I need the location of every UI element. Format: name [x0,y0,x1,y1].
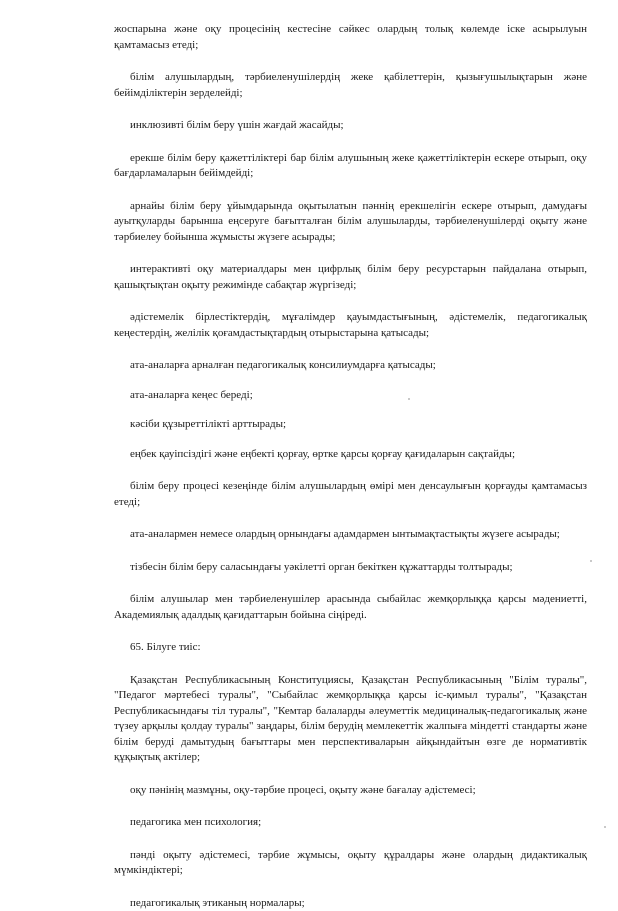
paragraph: ата-аналарға кеңес береді; [114,388,587,404]
paragraph: арнайы білім беру ұйымдарында оқытылатын пәннің ерекшелігін ескере отырып, дамудағы ауытқуларды барынша еңсеруге бағытталған білім алушыларды, тәрбиеленушілерді оқыту және тәрбиелеу бойынша жұмысты жүзеге асырады; [114,199,587,246]
scan-speck [590,560,592,562]
paragraph: пәнді оқыту әдістемесі, тәрбие жұмысы, оқыту құралдары және олардың дидактикалық мүмкіндіктері; [114,848,587,879]
paragraph: кәсіби құзыреттілікті арттырады; [114,417,587,433]
paragraph: білім беру процесі кезеңінде білім алушылардың өмірі мен денсаулығын қорғауды қамтамасыз етеді; [114,479,587,510]
paragraph: педагогикалық этиканың нормалары; [114,896,587,911]
paragraph: әдістемелік бірлестіктердің, мұғалімдер қауымдастығының, әдістемелік, педагогикалық кеңестердің, желілік қоғамдастықтардың отырыстарына қатысады; [114,310,587,341]
document-body [114,22,587,911]
paragraph: жоспарына және оқу процесінің кестесіне сәйкес олардың толық көлемде іске асырылуын қамтамасыз етеді; [114,22,587,53]
section-heading: 65. Білуге тиіс: [114,640,587,656]
paragraph: білім алушылардың, тәрбиеленушілердің жеке қабілеттерін, қызығушылықтарын және бейімділіктерін зерделейді; [114,70,587,101]
paragraph: еңбек қауіпсіздігі және еңбекті қорғау, өртке қарсы қорғау қағидаларын сақтайды; [114,447,587,463]
paragraph: білім алушылар мен тәрбиеленушілер арасында сыбайлас жемқорлыққа қарсы мәдениетті, Академиялық адалдық қағидаттарын бойына сіңіреді. [114,592,587,623]
paragraph: тізбесін білім беру саласындағы уәкілетті орган бекіткен құжаттарды толтырады; [114,560,587,576]
paragraph: интерактивті оқу материалдары мен цифрлық білім беру ресурстарын пайдалана отырып, қашықтықтан оқыту режимінде сабақтар жүргізеді; [114,262,587,293]
paragraph: ерекше білім беру қажеттіліктері бар білім алушының жеке қажеттіліктерін ескере отырып, оқу бағдарламаларын бейімдейді; [114,151,587,182]
paragraph: оқу пәнінің мазмұны, оқу-тәрбие процесі, оқыту және бағалау әдістемесі; [114,783,587,799]
scan-speck [408,398,410,400]
paragraph: ата-аналарға арналған педагогикалық консилиумдарға қатысады; [114,358,587,374]
paragraph: педагогика мен психология; [114,815,587,831]
paragraph: инклюзивті білім беру үшін жағдай жасайды; [114,118,587,134]
scan-speck [604,826,606,828]
paragraph: ата-аналармен немесе олардың орнындағы адамдармен ынтымақтастықты жүзеге асырады; [114,527,587,543]
paragraph: Қазақстан Республикасының Конституциясы, Қазақстан Республикасының "Білім туралы", "Педагог мәртебесі туралы", "Сыбайлас жемқорлыққа қарсы іс-қимыл туралы", "Қазақстан Республикасындағы тіл туралы", "Кемтар балаларды әлеуметтік медициналық-педагогикалық және түзеу арқылы қолдау туралы" заңдары, білім берудің мемлекеттік жалпыға міндетті стандарты және білім беруді дамытудың бағыттары мен перспективаларын айқындайтын өзге де нормативтік құқықтық актілер; [114,673,587,766]
